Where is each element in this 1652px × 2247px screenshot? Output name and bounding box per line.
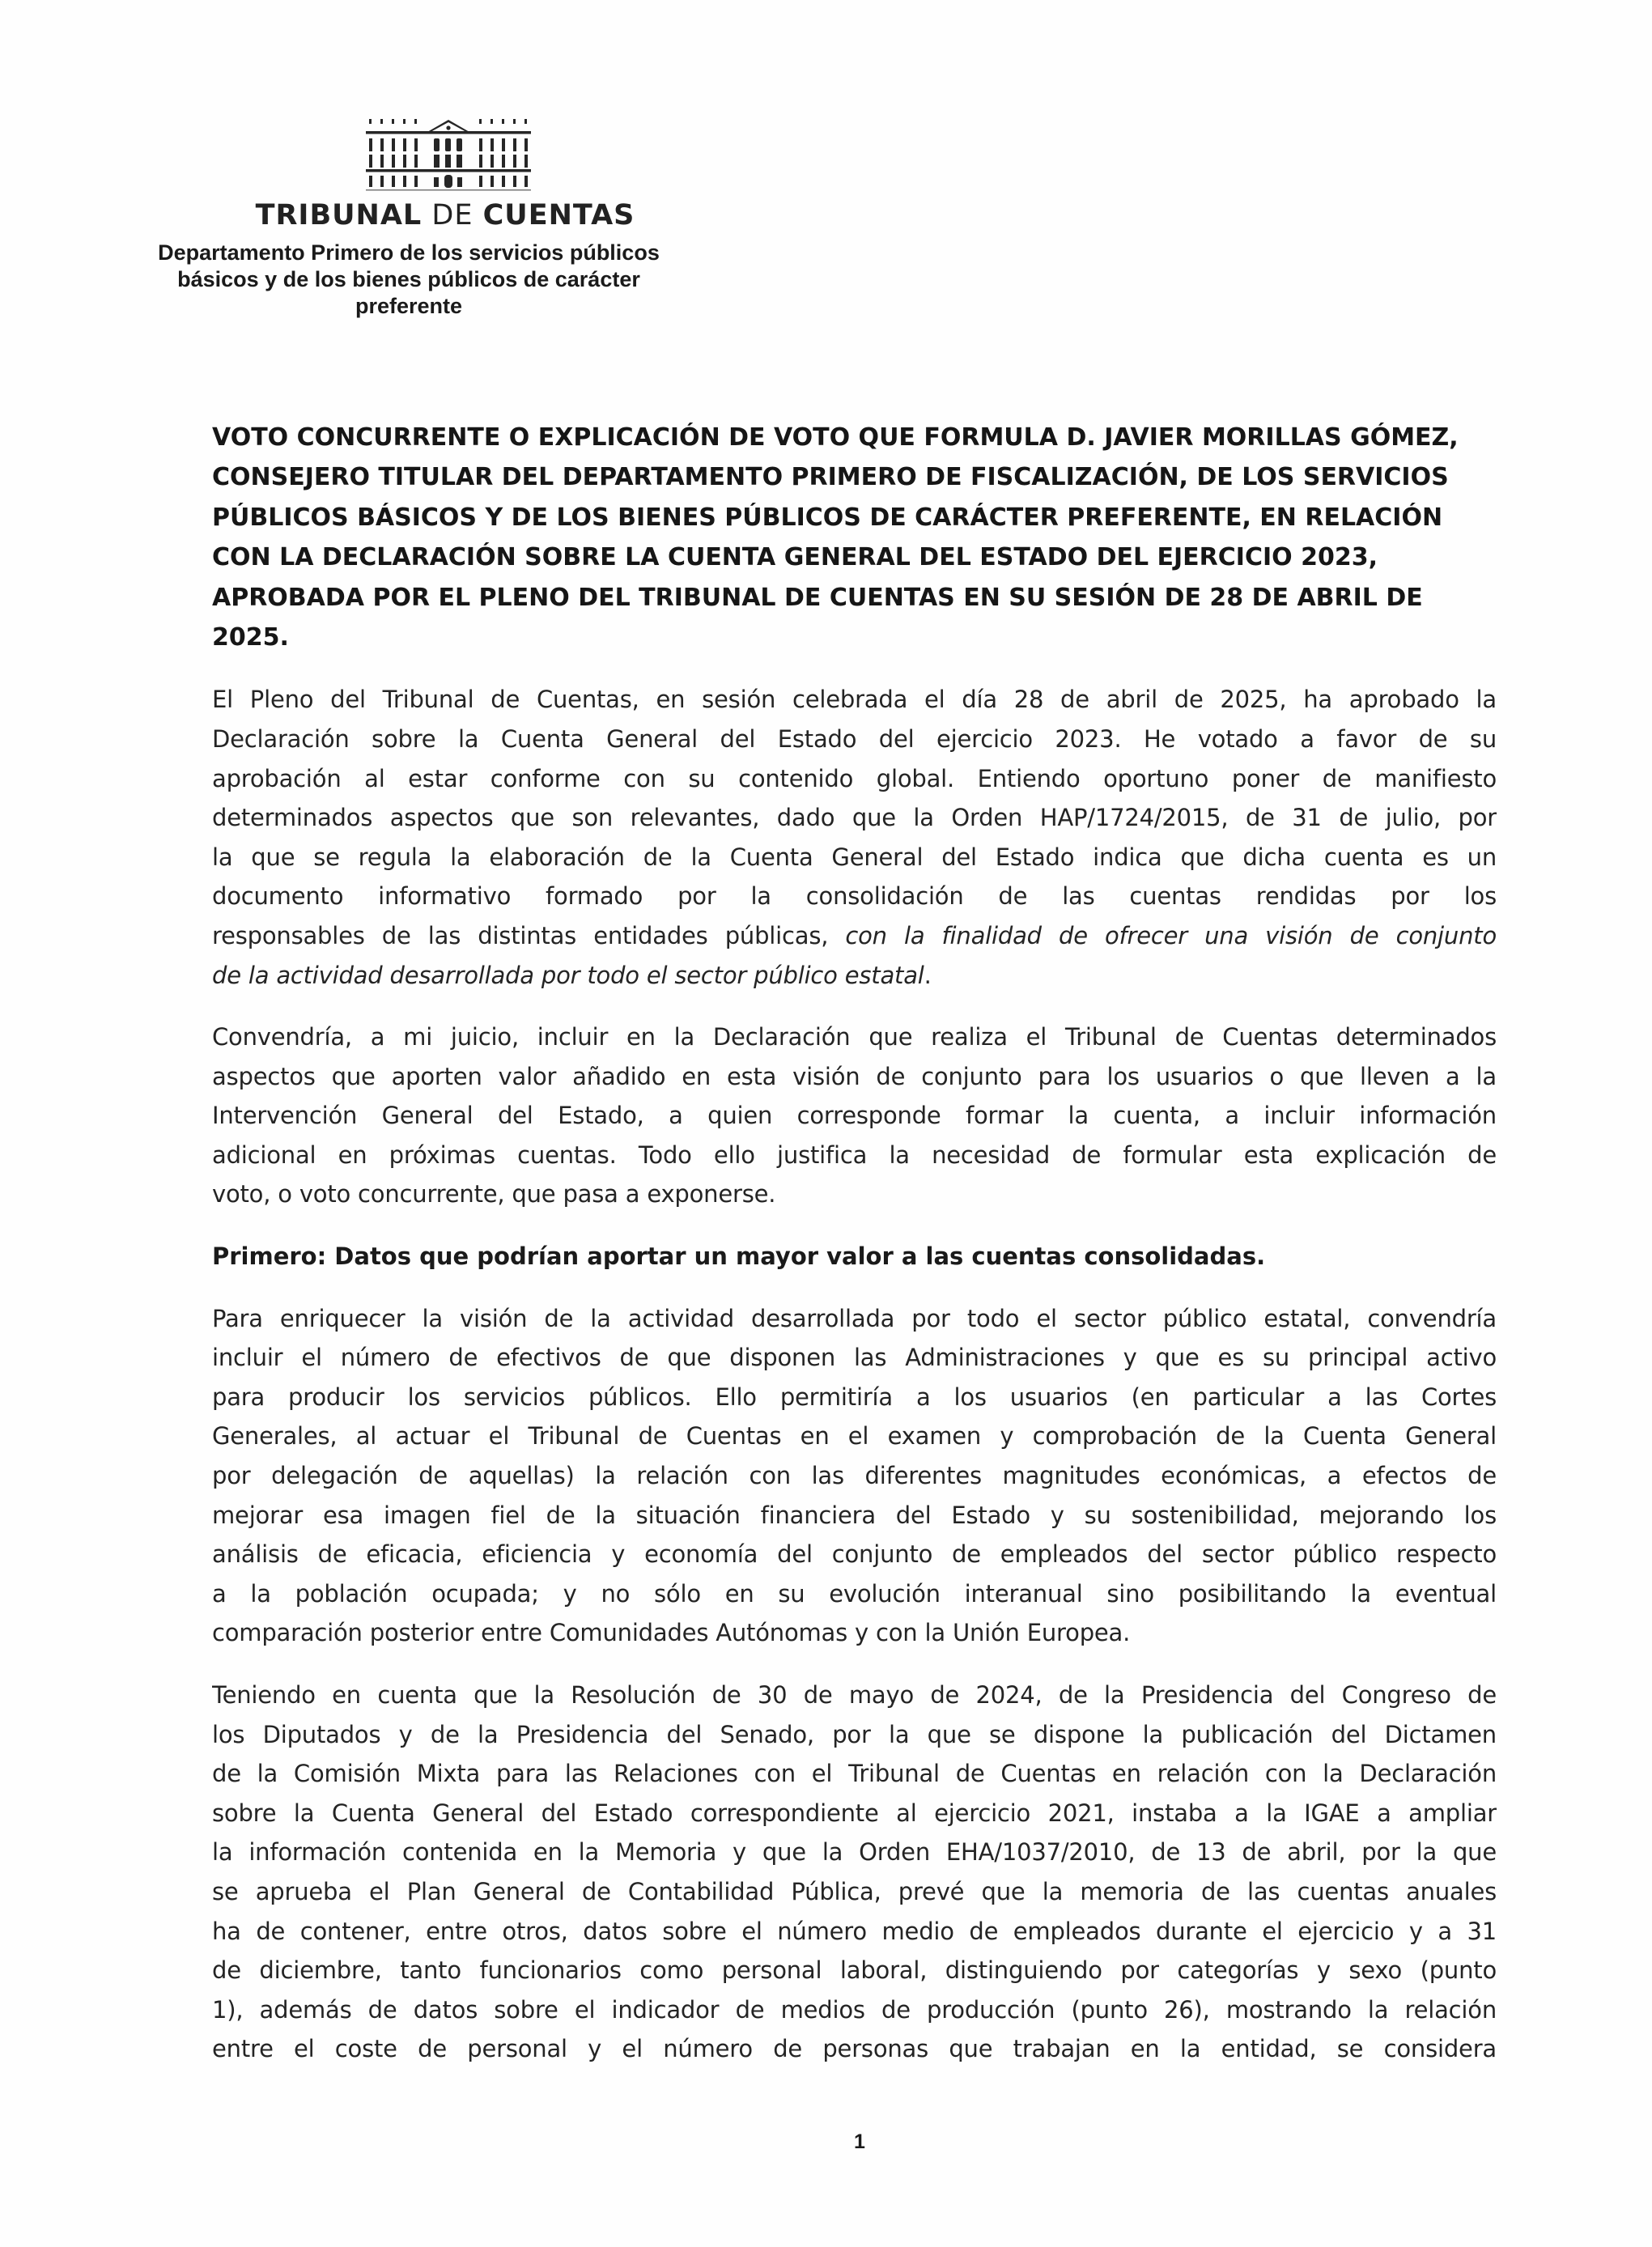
text-line: mejorar esa imagen fiel de la situación financiera del Estado y su sostenibilidad, mejorando los xyxy=(212,1501,1497,1529)
organization-name xyxy=(235,199,656,231)
org-name-part: TRIBUNAL xyxy=(255,199,423,231)
tribunal-building-logo-icon xyxy=(366,116,531,192)
title-line: 2025. xyxy=(212,622,289,652)
text-line: por delegación de aquellas) la relación con las diferentes magnitudes económicas, a efectos de xyxy=(212,1462,1497,1490)
text-line: aspectos que aporten valor añadido en esta visión de conjunto para los usuarios o que lleven a la xyxy=(212,1062,1497,1090)
text-line: se aprueba el Plan General de Contabilidad Pública, prevé que la memoria de las cuentas anuales xyxy=(212,1877,1497,1905)
paragraph-convendria xyxy=(212,1017,1497,1214)
department-name xyxy=(121,240,696,320)
document-title xyxy=(212,418,1497,657)
text-line: incluir el número de efectivos de que disponen las Administraciones y que es su principal activo xyxy=(212,1344,1497,1372)
title-line: VOTO CONCURRENTE O EXPLICACIÓN DE VOTO QUE FORMULA D. JAVIER MORILLAS GÓMEZ, xyxy=(212,423,1459,452)
text-line: análisis de eficacia, eficiencia y economía del conjunto de empleados del sector público respecto xyxy=(212,1540,1497,1569)
text-line: comparación posterior entre Comunidades Autónomas y con la Unión Europea. xyxy=(212,1619,1131,1647)
department-line: básicos y de los bienes públicos de carácter xyxy=(177,267,640,291)
department-line: preferente xyxy=(355,294,463,318)
text-line: a la población ocupada; y no sólo en su evolución interanual sino posibilitando la eventual xyxy=(212,1579,1497,1608)
text-line: 1), además de datos sobre el indicador de medios de producción (punto 26), mostrando la relación xyxy=(212,1995,1497,2024)
text-line xyxy=(212,956,1497,996)
text-line: El Pleno del Tribunal de Cuentas, en sesión celebrada el día 28 de abril de 2025, ha aprobado la xyxy=(212,686,1497,714)
org-name-part: CUENTAS xyxy=(482,199,635,231)
title-line: APROBADA POR EL PLENO DEL TRIBUNAL DE CUENTAS EN SU SESIÓN DE 28 DE ABRIL DE xyxy=(212,583,1423,612)
text-line: determinados aspectos que son relevantes, dado que la Orden HAP/1724/2015, de 31 de julio, por xyxy=(212,804,1497,832)
text-line: aprobación al estar conforme con su contenido global. Entiendo oportuno poner de manifiesto xyxy=(212,764,1497,792)
title-line: CON LA DECLARACIÓN SOBRE LA CUENTA GENERAL DEL ESTADO DEL EJERCICIO 2023, xyxy=(212,543,1378,572)
text-line: los Diputados y de la Presidencia del Senado, por la que se dispone la publicación del Dictamen xyxy=(212,1720,1497,1748)
text-line: adicional en próximas cuentas. Todo ello justifica la necesidad de formular esta explicación de xyxy=(212,1140,1497,1169)
italic-quote: de la actividad desarrollada por todo el sector público estatal xyxy=(212,961,924,989)
text-line xyxy=(212,916,1497,956)
title-line: CONSEJERO TITULAR DEL DEPARTAMENTO PRIMERO DE FISCALIZACIÓN, DE LOS SERVICIOS xyxy=(212,463,1449,492)
text-line: Intervención General del Estado, a quien corresponde formar la cuenta, a incluir información xyxy=(212,1102,1497,1130)
text-line: de la Comisión Mixta para las Relaciones con el Tribunal de Cuentas en relación con la Declaración xyxy=(212,1760,1497,1788)
text-line: para producir los servicios públicos. Ello permitiría a los usuarios (en particular a las Cortes xyxy=(212,1383,1497,1411)
text-line: voto, o voto concurrente, que pasa a exponerse. xyxy=(212,1180,776,1208)
document-body xyxy=(212,418,1497,2092)
text-line: documento informativo formado por la consolidación de las cuentas rendidas por los xyxy=(212,882,1497,911)
department-line: Departamento Primero de los servicios públicos xyxy=(158,240,660,265)
title-line: PÚBLICOS BÁSICOS Y DE LOS BIENES PÚBLICOS DE CARÁCTER PREFERENTE, EN RELACIÓN xyxy=(212,503,1443,532)
paragraph-enriquecer xyxy=(212,1299,1497,1653)
text-line: sobre la Cuenta General del Estado correspondiente al ejercicio 2021, instaba a la IGAE a ampliar xyxy=(212,1799,1497,1827)
text-regular: responsables de las distintas entidades públicas, xyxy=(212,921,846,949)
text-line: Convendría, a mi juicio, incluir en la Declaración que realiza el Tribunal de Cuentas determinados xyxy=(212,1023,1497,1051)
text-line: ha de contener, entre otros, datos sobre el número medio de empleados durante el ejercicio y a 31 xyxy=(212,1917,1497,1945)
text-line: de diciembre, tanto funcionarios como personal laboral, distinguiendo por categorías y sexo (punto xyxy=(212,1956,1497,1985)
section-heading-primero: Primero: Datos que podrían aportar un mayor valor a las cuentas consolidadas. xyxy=(212,1242,1266,1271)
text-line: Para enriquecer la visión de la actividad desarrollada por todo el sector público estatal, convendría xyxy=(212,1304,1497,1332)
paragraph-intro xyxy=(212,680,1497,995)
text-line: la información contenida en la Memoria y que la Orden EHA/1037/2010, de 13 de abril, por la que xyxy=(212,1838,1497,1867)
text-line: la que se regula la elaboración de la Cuenta General del Estado indica que dicha cuenta es un xyxy=(212,843,1497,871)
text-line: Teniendo en cuenta que la Resolución de 30 de mayo de 2024, de la Presidencia del Congreso de xyxy=(212,1681,1497,1709)
text-regular: . xyxy=(924,961,932,989)
page-number: 1 xyxy=(854,2130,865,2153)
italic-quote: con la finalidad de ofrecer una visión de conjunto xyxy=(845,921,1497,949)
paragraph-teniendo xyxy=(212,1676,1497,2069)
text-line: Generales, al actuar el Tribunal de Cuentas en el examen y comprobación de la Cuenta General xyxy=(212,1422,1497,1451)
text-line: entre el coste de personal y el número de personas que trabajan en la entidad, se considera xyxy=(212,2035,1497,2063)
org-name-part: DE xyxy=(431,199,474,231)
text-line: Declaración sobre la Cuenta General del Estado del ejercicio 2023. He votado a favor de su xyxy=(212,724,1497,753)
